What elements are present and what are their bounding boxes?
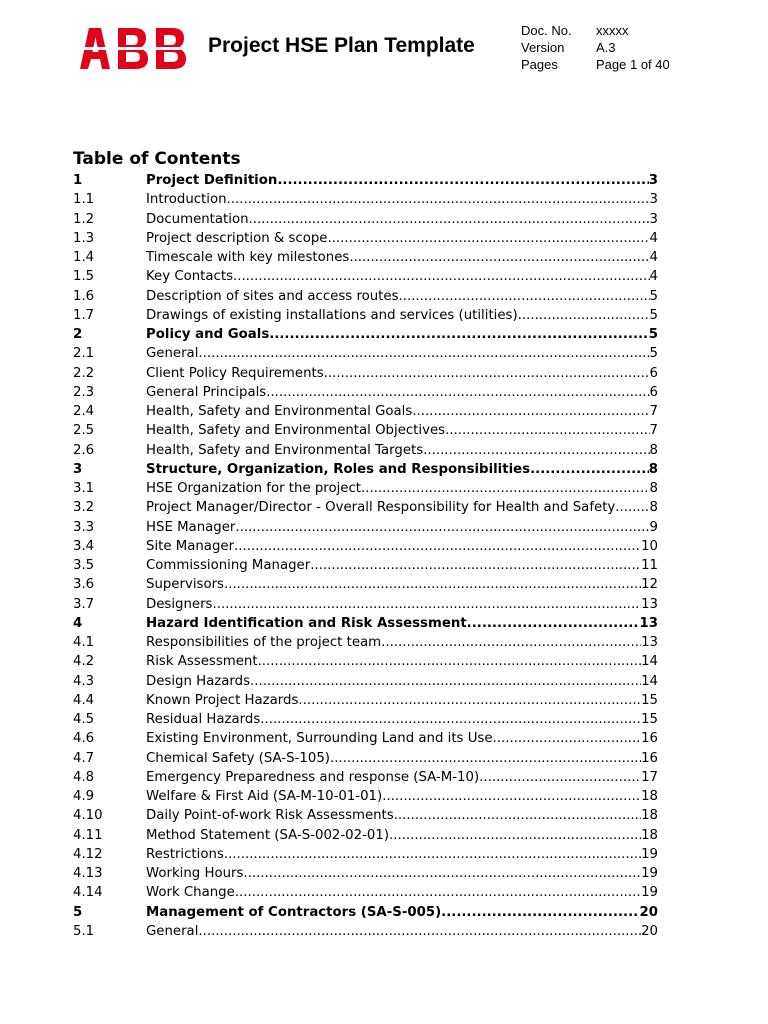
toc-entry-number: 4.13	[73, 866, 103, 881]
toc-entry-title[interactable]: Key Contacts	[146, 269, 233, 285]
toc-subsection-entry[interactable]	[73, 787, 658, 806]
toc-entry-title[interactable]: Design Hazards	[146, 673, 251, 689]
toc-subsection-entry[interactable]	[73, 383, 658, 402]
toc-section-entry[interactable]	[73, 325, 658, 344]
toc-entry-page[interactable]: 16	[641, 731, 658, 747]
toc-entry-page[interactable]: 5	[649, 288, 658, 304]
toc-entry-page[interactable]: 7	[649, 404, 658, 419]
toc-entry-number: 1.2	[73, 211, 95, 227]
toc-entry-number: 4.14	[73, 885, 103, 901]
toc-entry-number: 2.1	[73, 346, 95, 362]
toc-subsection-entry[interactable]	[73, 672, 658, 691]
toc-entry-number: 4.3	[73, 673, 95, 689]
toc-subsection-entry[interactable]	[73, 537, 658, 556]
toc-subsection-entry[interactable]	[73, 267, 658, 286]
toc-entry-number: 4.6	[73, 731, 95, 747]
toc-entry-line	[146, 287, 658, 306]
toc-dot-leader	[224, 845, 641, 864]
toc-entry-title[interactable]: Emergency Preparedness and response (SA-M-10)	[146, 769, 480, 785]
toc-subsection-entry[interactable]	[73, 287, 658, 306]
toc-entry-page[interactable]: 20	[641, 923, 658, 939]
toc-entry-line	[146, 537, 658, 556]
toc-subsection-entry[interactable]	[73, 652, 658, 671]
toc-dot-leader	[394, 806, 641, 825]
toc-entry-title[interactable]: Structure, Organization, Roles and Responsibilities	[146, 461, 531, 477]
toc-entry-line	[146, 344, 658, 363]
toc-entry-line	[146, 922, 658, 941]
toc-entry-page[interactable]: 8	[649, 442, 658, 458]
page-header	[0, 0, 768, 90]
toc-dot-leader	[243, 864, 641, 883]
toc-entry-title[interactable]: Health, Safety and Environmental Objectives	[146, 423, 446, 439]
toc-dot-leader	[399, 287, 650, 306]
toc-list	[73, 171, 658, 941]
toc-subsection-entry[interactable]	[73, 190, 658, 209]
toc-entry-line	[146, 575, 658, 594]
toc-dot-leader	[198, 922, 641, 941]
toc-entry-page[interactable]: 18	[641, 808, 658, 824]
toc-entry-title[interactable]: Restrictions	[146, 846, 224, 862]
toc-entry-title[interactable]: General	[146, 346, 199, 362]
toc-dot-leader	[258, 652, 642, 671]
toc-subsection-entry[interactable]	[73, 441, 658, 460]
toc-entry-page[interactable]: 16	[641, 750, 658, 766]
toc-entry-number: 4.8	[73, 769, 95, 785]
toc-dot-leader	[615, 498, 649, 517]
toc-entry-title[interactable]: Project Definition	[146, 173, 278, 188]
toc-subsection-entry[interactable]	[73, 845, 658, 864]
toc-entry-page[interactable]: 8	[648, 461, 658, 477]
toc-entry-page[interactable]: 4	[649, 250, 658, 265]
toc-entry-title[interactable]: Health, Safety and Environmental Goals	[146, 404, 413, 419]
toc-entry-number: 1.1	[73, 192, 95, 208]
toc-entry-number: 4.2	[73, 654, 95, 670]
toc-dot-leader	[324, 364, 650, 383]
toc-dot-leader	[389, 826, 641, 845]
toc-entry-line	[146, 826, 658, 845]
toc-entry-number: 5	[73, 904, 83, 920]
toc-entry-number: 4.10	[73, 808, 103, 824]
toc-dot-leader	[249, 210, 650, 229]
toc-entry-line	[146, 364, 658, 383]
toc-entry-number: 1.4	[73, 250, 95, 265]
toc-entry-title[interactable]: Supervisors	[146, 577, 224, 593]
toc-subsection-entry[interactable]	[73, 498, 658, 517]
toc-dot-leader	[277, 171, 648, 190]
toc-entry-line	[146, 479, 658, 498]
meta-label: Version	[521, 40, 565, 55]
toc-entry-number: 2	[73, 327, 83, 342]
toc-entry-line	[146, 325, 658, 344]
toc-entry-page[interactable]: 4	[649, 230, 658, 246]
meta-row-version	[521, 39, 670, 56]
toc-entry-title[interactable]: Working Hours	[146, 866, 244, 881]
toc-entry-page[interactable]: 3	[649, 211, 658, 227]
toc-entry-line	[146, 210, 658, 229]
toc-subsection-entry[interactable]	[73, 229, 658, 248]
toc-entry-title[interactable]: Existing Environment, Surrounding Land and its Use	[146, 731, 493, 747]
toc-entry-number: 4.5	[73, 712, 95, 727]
toc-subsection-entry[interactable]	[73, 826, 658, 845]
meta-value: A.3	[596, 40, 616, 55]
toc-subsection-entry[interactable]	[73, 421, 658, 440]
toc-dot-leader	[493, 729, 642, 748]
toc-entry-title[interactable]: Commissioning Manager	[146, 558, 311, 573]
toc-section-entry[interactable]	[73, 903, 658, 922]
toc-section-entry[interactable]	[73, 171, 658, 190]
toc-entry-page[interactable]: 14	[641, 654, 658, 670]
toc-entry-line	[146, 652, 658, 671]
toc-entry-number: 3.5	[73, 558, 95, 573]
toc-entry-title[interactable]: Policy and Goals	[146, 327, 270, 342]
toc-entry-number: 1.5	[73, 269, 95, 285]
abb-logo-glyphs	[80, 27, 192, 70]
toc-entry-page[interactable]: 8	[649, 500, 658, 516]
toc-entry-title[interactable]: Method Statement (SA-S-002-02-01)	[146, 827, 390, 843]
toc-entry-line	[146, 806, 658, 825]
toc-entry-page[interactable]: 13	[641, 635, 658, 650]
toc-entry-page[interactable]: 15	[641, 692, 658, 708]
toc-entry-line	[146, 691, 658, 710]
toc-entry-title[interactable]: Known Project Hazards	[146, 692, 299, 708]
toc-entry-number: 4.11	[73, 827, 103, 843]
toc-entry-title[interactable]: Project Manager/Director - Overall Responsibility for Health and Safety	[146, 500, 616, 516]
toc-subsection-entry[interactable]	[73, 595, 658, 614]
toc-entry-title[interactable]: Residual Hazards	[146, 712, 261, 727]
toc-entry-line	[146, 441, 658, 460]
toc-entry-number: 4.7	[73, 750, 95, 766]
toc-entry-line	[146, 787, 658, 806]
toc-entry-number: 4.1	[73, 635, 95, 650]
toc-entry-title[interactable]: Welfare & First Aid (SA-M-10-01-01)	[146, 789, 383, 804]
toc-entry-page[interactable]: 5	[649, 346, 658, 362]
toc-entry-title[interactable]: Project description & scope	[146, 230, 328, 246]
toc-entry-line	[146, 460, 658, 479]
toc-entry-page[interactable]: 18	[641, 789, 658, 804]
toc-entry-title[interactable]: Work Change	[146, 885, 235, 901]
toc-entry-number: 3.2	[73, 500, 95, 516]
toc-entry-number: 1.7	[73, 307, 95, 323]
toc-entry-title[interactable]: Responsibilities of the project team	[146, 635, 382, 650]
toc-entry-title[interactable]: Site Manager	[146, 538, 235, 554]
toc-subsection-entry[interactable]	[73, 864, 658, 883]
toc-entry-line	[146, 518, 658, 537]
toc-dot-leader	[235, 883, 641, 902]
toc-entry-line	[146, 845, 658, 864]
toc-subsection-entry[interactable]	[73, 344, 658, 363]
toc-subsection-entry[interactable]	[73, 806, 658, 825]
toc-heading: Table of Contents	[73, 149, 241, 169]
toc-entry-line	[146, 171, 658, 190]
toc-subsection-entry[interactable]	[73, 479, 658, 498]
toc-entry-number: 2.6	[73, 442, 95, 458]
toc-entry-number: 3.3	[73, 519, 95, 535]
toc-dot-leader	[518, 306, 650, 325]
toc-entry-title[interactable]: General Principals	[146, 384, 267, 400]
toc-entry-title[interactable]: Health, Safety and Environmental Targets	[146, 442, 424, 458]
toc-entry-number: 2.5	[73, 423, 95, 439]
toc-entry-line	[146, 614, 658, 633]
toc-entry-line	[146, 672, 658, 691]
toc-entry-page[interactable]: 13	[641, 596, 658, 612]
toc-dot-leader	[327, 229, 649, 248]
toc-entry-page[interactable]: 19	[641, 885, 658, 901]
toc-entry-page[interactable]: 19	[641, 866, 658, 881]
toc-entry-page[interactable]: 8	[649, 481, 658, 496]
toc-entry-number: 1.6	[73, 288, 95, 304]
toc-entry-title[interactable]: Drawings of existing installations and services (utilities)	[146, 307, 518, 323]
toc-entry-title[interactable]: Management of Contractors (SA-S-005)	[146, 904, 442, 920]
toc-subsection-entry[interactable]	[73, 402, 658, 421]
toc-dot-leader	[260, 710, 641, 729]
toc-entry-page[interactable]: 6	[649, 365, 658, 381]
toc-subsection-entry[interactable]	[73, 556, 658, 575]
toc-entry-number: 4	[73, 615, 83, 631]
toc-entry-page[interactable]: 11	[641, 558, 658, 573]
toc-entry-line	[146, 768, 658, 787]
toc-entry-title[interactable]: General	[146, 923, 199, 939]
toc-dot-leader	[412, 402, 649, 421]
meta-value: Page 1 of 40	[596, 57, 670, 72]
meta-label: Pages	[521, 57, 558, 72]
toc-entry-page[interactable]: 7	[649, 423, 658, 439]
toc-entry-line	[146, 190, 658, 209]
toc-entry-page[interactable]: 17	[641, 769, 658, 785]
toc-entry-line	[146, 248, 658, 267]
toc-entry-page[interactable]: 9	[649, 519, 658, 535]
toc-entry-title[interactable]: Timescale with key milestones	[146, 250, 350, 265]
toc-dot-leader	[423, 441, 649, 460]
toc-entry-number: 1.3	[73, 230, 95, 246]
toc-entry-number: 2.3	[73, 384, 95, 400]
toc-entry-title[interactable]: Introduction	[146, 192, 227, 208]
toc-entry-number: 3	[73, 461, 83, 477]
toc-entry-line	[146, 749, 658, 768]
toc-entry-page[interactable]: 15	[641, 712, 658, 727]
toc-entry-line	[146, 421, 658, 440]
toc-dot-leader	[330, 749, 641, 768]
toc-subsection-entry[interactable]	[73, 691, 658, 710]
toc-dot-leader	[235, 518, 649, 537]
toc-dot-leader	[530, 460, 649, 479]
table-of-contents	[73, 148, 658, 941]
toc-dot-leader	[445, 421, 649, 440]
toc-dot-leader	[224, 575, 641, 594]
toc-entry-number: 2.2	[73, 365, 95, 381]
toc-dot-leader	[227, 190, 650, 209]
toc-entry-line	[146, 864, 658, 883]
toc-entry-line	[146, 556, 658, 575]
toc-subsection-entry[interactable]	[73, 210, 658, 229]
toc-subsection-entry[interactable]	[73, 768, 658, 787]
toc-subsection-entry[interactable]	[73, 922, 658, 941]
toc-subsection-entry[interactable]	[73, 883, 658, 902]
toc-dot-leader	[381, 633, 641, 652]
toc-entry-page[interactable]: 10	[641, 538, 658, 554]
toc-entry-number: 1	[73, 173, 83, 188]
toc-entry-page[interactable]: 12	[641, 577, 658, 593]
toc-entry-number: 5.1	[73, 923, 95, 939]
toc-entry-line	[146, 267, 658, 286]
toc-entry-line	[146, 595, 658, 614]
toc-entry-page[interactable]: 3	[649, 192, 658, 208]
toc-entry-line	[146, 383, 658, 402]
toc-dot-leader	[250, 672, 641, 691]
toc-dot-leader	[298, 691, 641, 710]
toc-dot-leader	[479, 768, 641, 787]
toc-entry-title[interactable]: Risk Assessment	[146, 654, 258, 670]
toc-entry-page[interactable]: 3	[648, 173, 658, 188]
toc-entry-line	[146, 633, 658, 652]
toc-entry-number: 4.12	[73, 846, 103, 862]
toc-subsection-entry[interactable]	[73, 710, 658, 729]
toc-entry-number: 3.1	[73, 481, 95, 496]
document-title: Project HSE Plan Template	[208, 34, 475, 57]
toc-entry-line	[146, 729, 658, 748]
toc-entry-number: 3.6	[73, 577, 95, 593]
toc-entry-title[interactable]: Designers	[146, 596, 213, 612]
toc-entry-title[interactable]: Description of sites and access routes	[146, 288, 399, 304]
meta-row-pages	[521, 56, 670, 73]
toc-dot-leader	[361, 479, 650, 498]
toc-entry-page[interactable]: 5	[649, 307, 658, 323]
toc-entry-number: 3.7	[73, 596, 95, 612]
toc-entry-page[interactable]: 19	[641, 846, 658, 862]
toc-subsection-entry[interactable]	[73, 749, 658, 768]
toc-entry-title[interactable]: HSE Manager	[146, 519, 236, 535]
toc-entry-number: 4.4	[73, 692, 95, 708]
toc-entry-title[interactable]: Hazard Identification and Risk Assessment	[146, 615, 467, 631]
toc-entry-page[interactable]: 6	[649, 384, 658, 400]
toc-entry-line	[146, 903, 658, 922]
toc-dot-leader	[269, 325, 648, 344]
toc-entry-title[interactable]: Documentation	[146, 211, 249, 227]
toc-entry-title[interactable]: HSE Organization for the project	[146, 481, 362, 496]
toc-entry-page[interactable]: 13	[639, 615, 658, 631]
toc-subsection-entry[interactable]	[73, 729, 658, 748]
toc-subsection-entry[interactable]	[73, 518, 658, 537]
toc-dot-leader	[234, 537, 641, 556]
toc-entry-number: 3.4	[73, 538, 95, 554]
toc-dot-leader	[310, 556, 641, 575]
meta-row-doc-no	[521, 22, 670, 39]
toc-entry-number: 4.9	[73, 789, 95, 804]
toc-dot-leader	[382, 787, 641, 806]
toc-entry-page[interactable]: 4	[649, 269, 658, 285]
toc-entry-title[interactable]: Daily Point-of-work Risk Assessments	[146, 808, 394, 824]
toc-entry-page[interactable]: 18	[641, 827, 658, 843]
toc-entry-number: 2.4	[73, 404, 95, 419]
toc-dot-leader	[349, 248, 649, 267]
toc-entry-page[interactable]: 14	[641, 673, 658, 689]
toc-section-entry[interactable]	[73, 460, 658, 479]
toc-subsection-entry[interactable]	[73, 364, 658, 383]
toc-subsection-entry[interactable]	[73, 575, 658, 594]
toc-entry-line	[146, 710, 658, 729]
toc-entry-page[interactable]: 5	[648, 327, 658, 342]
document-meta	[521, 22, 670, 73]
toc-entry-line	[146, 402, 658, 421]
toc-entry-line	[146, 498, 658, 517]
toc-dot-leader	[198, 344, 649, 363]
toc-entry-line	[146, 883, 658, 902]
toc-entry-title[interactable]: Chemical Safety (SA-S-105)	[146, 750, 330, 766]
toc-subsection-entry[interactable]	[73, 306, 658, 325]
toc-entry-line	[146, 306, 658, 325]
toc-dot-leader	[213, 595, 642, 614]
toc-entry-page[interactable]: 20	[639, 904, 658, 920]
toc-dot-leader	[441, 903, 639, 922]
toc-dot-leader	[467, 614, 640, 633]
toc-entry-line	[146, 229, 658, 248]
toc-section-entry[interactable]	[73, 614, 658, 633]
toc-subsection-entry[interactable]	[73, 248, 658, 267]
toc-subsection-entry[interactable]	[73, 633, 658, 652]
meta-value: xxxxx	[596, 23, 629, 38]
toc-entry-title[interactable]: Client Policy Requirements	[146, 365, 324, 381]
toc-dot-leader	[233, 267, 650, 286]
abb-logo	[80, 27, 192, 70]
meta-label: Doc. No.	[521, 23, 572, 38]
toc-dot-leader	[266, 383, 649, 402]
